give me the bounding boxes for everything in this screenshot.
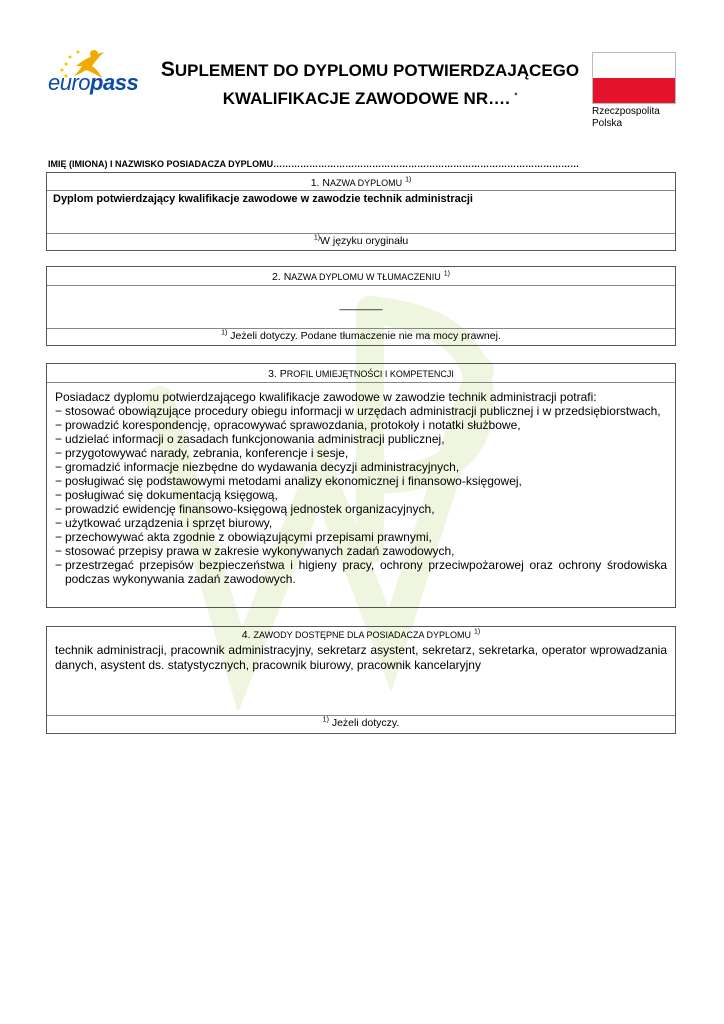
skill-item-text: posługiwać się podstawowymi metodami analizy ekonomicznej i finansowo-księgowej,	[65, 474, 522, 488]
skill-item	[55, 530, 667, 544]
poland-flag-icon	[592, 52, 676, 104]
skill-item	[55, 460, 667, 474]
section-4-occupations	[46, 626, 676, 734]
skill-item-text: udzielać informacji o zasadach funkcjonowania administracji publicznej,	[65, 432, 445, 446]
skill-item	[55, 544, 667, 558]
skill-item-text: stosować obowiązujące procedury obiegu informacji w urzędach administracji publicznej i w przedsiębiorstwach,	[65, 404, 661, 418]
section-2-content: _______	[339, 299, 383, 311]
bullet-dash: −	[55, 432, 63, 446]
skill-item-text: przechowywać akta zgodnie z obowiązującymi przepisami prawnymi,	[65, 530, 432, 544]
section-2-footnote: $^{1)}$ Jeżeli dotyczy. Podane tłumaczenie nie ma mocy prawnej.	[221, 329, 501, 342]
title-initial: S	[160, 58, 175, 81]
section-1-diploma-name	[46, 172, 676, 251]
holder-name-line: IMIĘ (IMIONA) I NAZWISKO POSIADACZA DYPLOMU…………………………………………………………………………………………	[48, 159, 580, 169]
skill-item-text: posługiwać się dokumentacją księgową,	[65, 488, 278, 502]
bullet-dash: −	[55, 474, 63, 488]
country-line1: Rzeczpospolita	[592, 106, 660, 117]
skill-item	[55, 502, 667, 516]
title-asterisk: *	[514, 92, 518, 100]
skill-item	[55, 446, 667, 460]
skill-item-text: gromadzić informacje niezbędne do wydawania decyzji administracyjnych,	[65, 460, 460, 474]
title-line2: KWALIFIKACJE ZAWODOWE NR….	[222, 89, 515, 108]
skill-item-text: prowadzić korespondencję, opracowywać sprawozdania, protokoły i notatki służbowe,	[65, 418, 521, 432]
section-1-footnote: $^{1)}$W języku oryginału	[313, 234, 409, 247]
skill-item-text: użytkować urządzenia i sprzęt biurowy,	[65, 516, 273, 530]
section-1-content: Dyplom potwierdzający kwalifikacje zawodowe w zawodzie technik administracji	[53, 193, 473, 205]
skill-item	[55, 474, 667, 488]
skill-item	[55, 418, 667, 432]
section-4-content: technik administracji, pracownik administracyjny, sekretarz asystent, sekretarz, sekretarka, operator wprowadzania danych, asystent ds. statystycznych, pracownik biurowy, pracownik kancelaryjny	[55, 643, 667, 672]
skill-item-text: stosować przepisy prawa w zakresie wykonywanych zadań zawodowych,	[65, 544, 455, 558]
skill-item	[55, 432, 667, 446]
section-3-title: 3. PROFIL UMIEJĘTNOŚCI I KOMPETENCJI	[268, 368, 454, 380]
bullet-dash: −	[55, 404, 63, 418]
skills-list	[55, 390, 667, 586]
document-title	[160, 56, 580, 113]
section-3-skills-profile	[46, 363, 676, 608]
bullet-dash: −	[55, 530, 63, 544]
country-name	[592, 106, 682, 130]
bullet-dash: −	[55, 446, 63, 460]
bullet-dash: −	[55, 558, 63, 572]
logo-text-euro: euro	[48, 70, 91, 95]
bullet-dash: −	[55, 418, 63, 432]
skill-item	[55, 558, 667, 586]
skill-item	[55, 488, 667, 502]
skill-item-text: przygotowywać narady, zebrania, konferencje i sesje,	[65, 446, 349, 460]
bullet-dash: −	[55, 544, 63, 558]
section-1-title: 1. NAZWA DYPLOMU $^{1)}$	[310, 176, 412, 189]
skill-item	[55, 404, 667, 418]
bullet-dash: −	[55, 460, 63, 474]
title-line1: UPLEMENT DO DYPLOMU POTWIERDZAJĄCEGO	[174, 61, 580, 80]
skills-intro: Posiadacz dyplomu potwierdzającego kwalifikacje zawodowe w zawodzie technik administracji potrafi:	[55, 390, 597, 404]
section-4-title: 4. ZAWODY DOSTĘPNE DLA POSIADACZA DYPLOMU $^{1)}$	[241, 628, 481, 641]
bullet-dash: −	[55, 502, 63, 516]
bullet-dash: −	[55, 488, 63, 502]
bullet-dash: −	[55, 516, 63, 530]
skill-item-text: przestrzegać przepisów bezpieczeństwa i higieny pracy, ochrony przeciwpożarowej oraz ochrony środowiska podczas wykonywania zadań zawodowych.	[65, 558, 667, 586]
country-line2: Polska	[592, 118, 623, 129]
section-4-footnote: $^{1)}$ Jeżeli dotyczy.	[322, 716, 400, 729]
europass-logo	[48, 48, 148, 104]
skill-item	[55, 516, 667, 530]
skill-item-text: prowadzić ewidencję finansowo-księgową jednostek organizacyjnych,	[65, 502, 435, 516]
section-2-title: 2. NAZWA DYPLOMU W TŁUMACZENIU $^{1)}$	[272, 270, 450, 283]
section-2-translated-name	[46, 266, 676, 346]
logo-text-pass: pass	[90, 70, 139, 95]
